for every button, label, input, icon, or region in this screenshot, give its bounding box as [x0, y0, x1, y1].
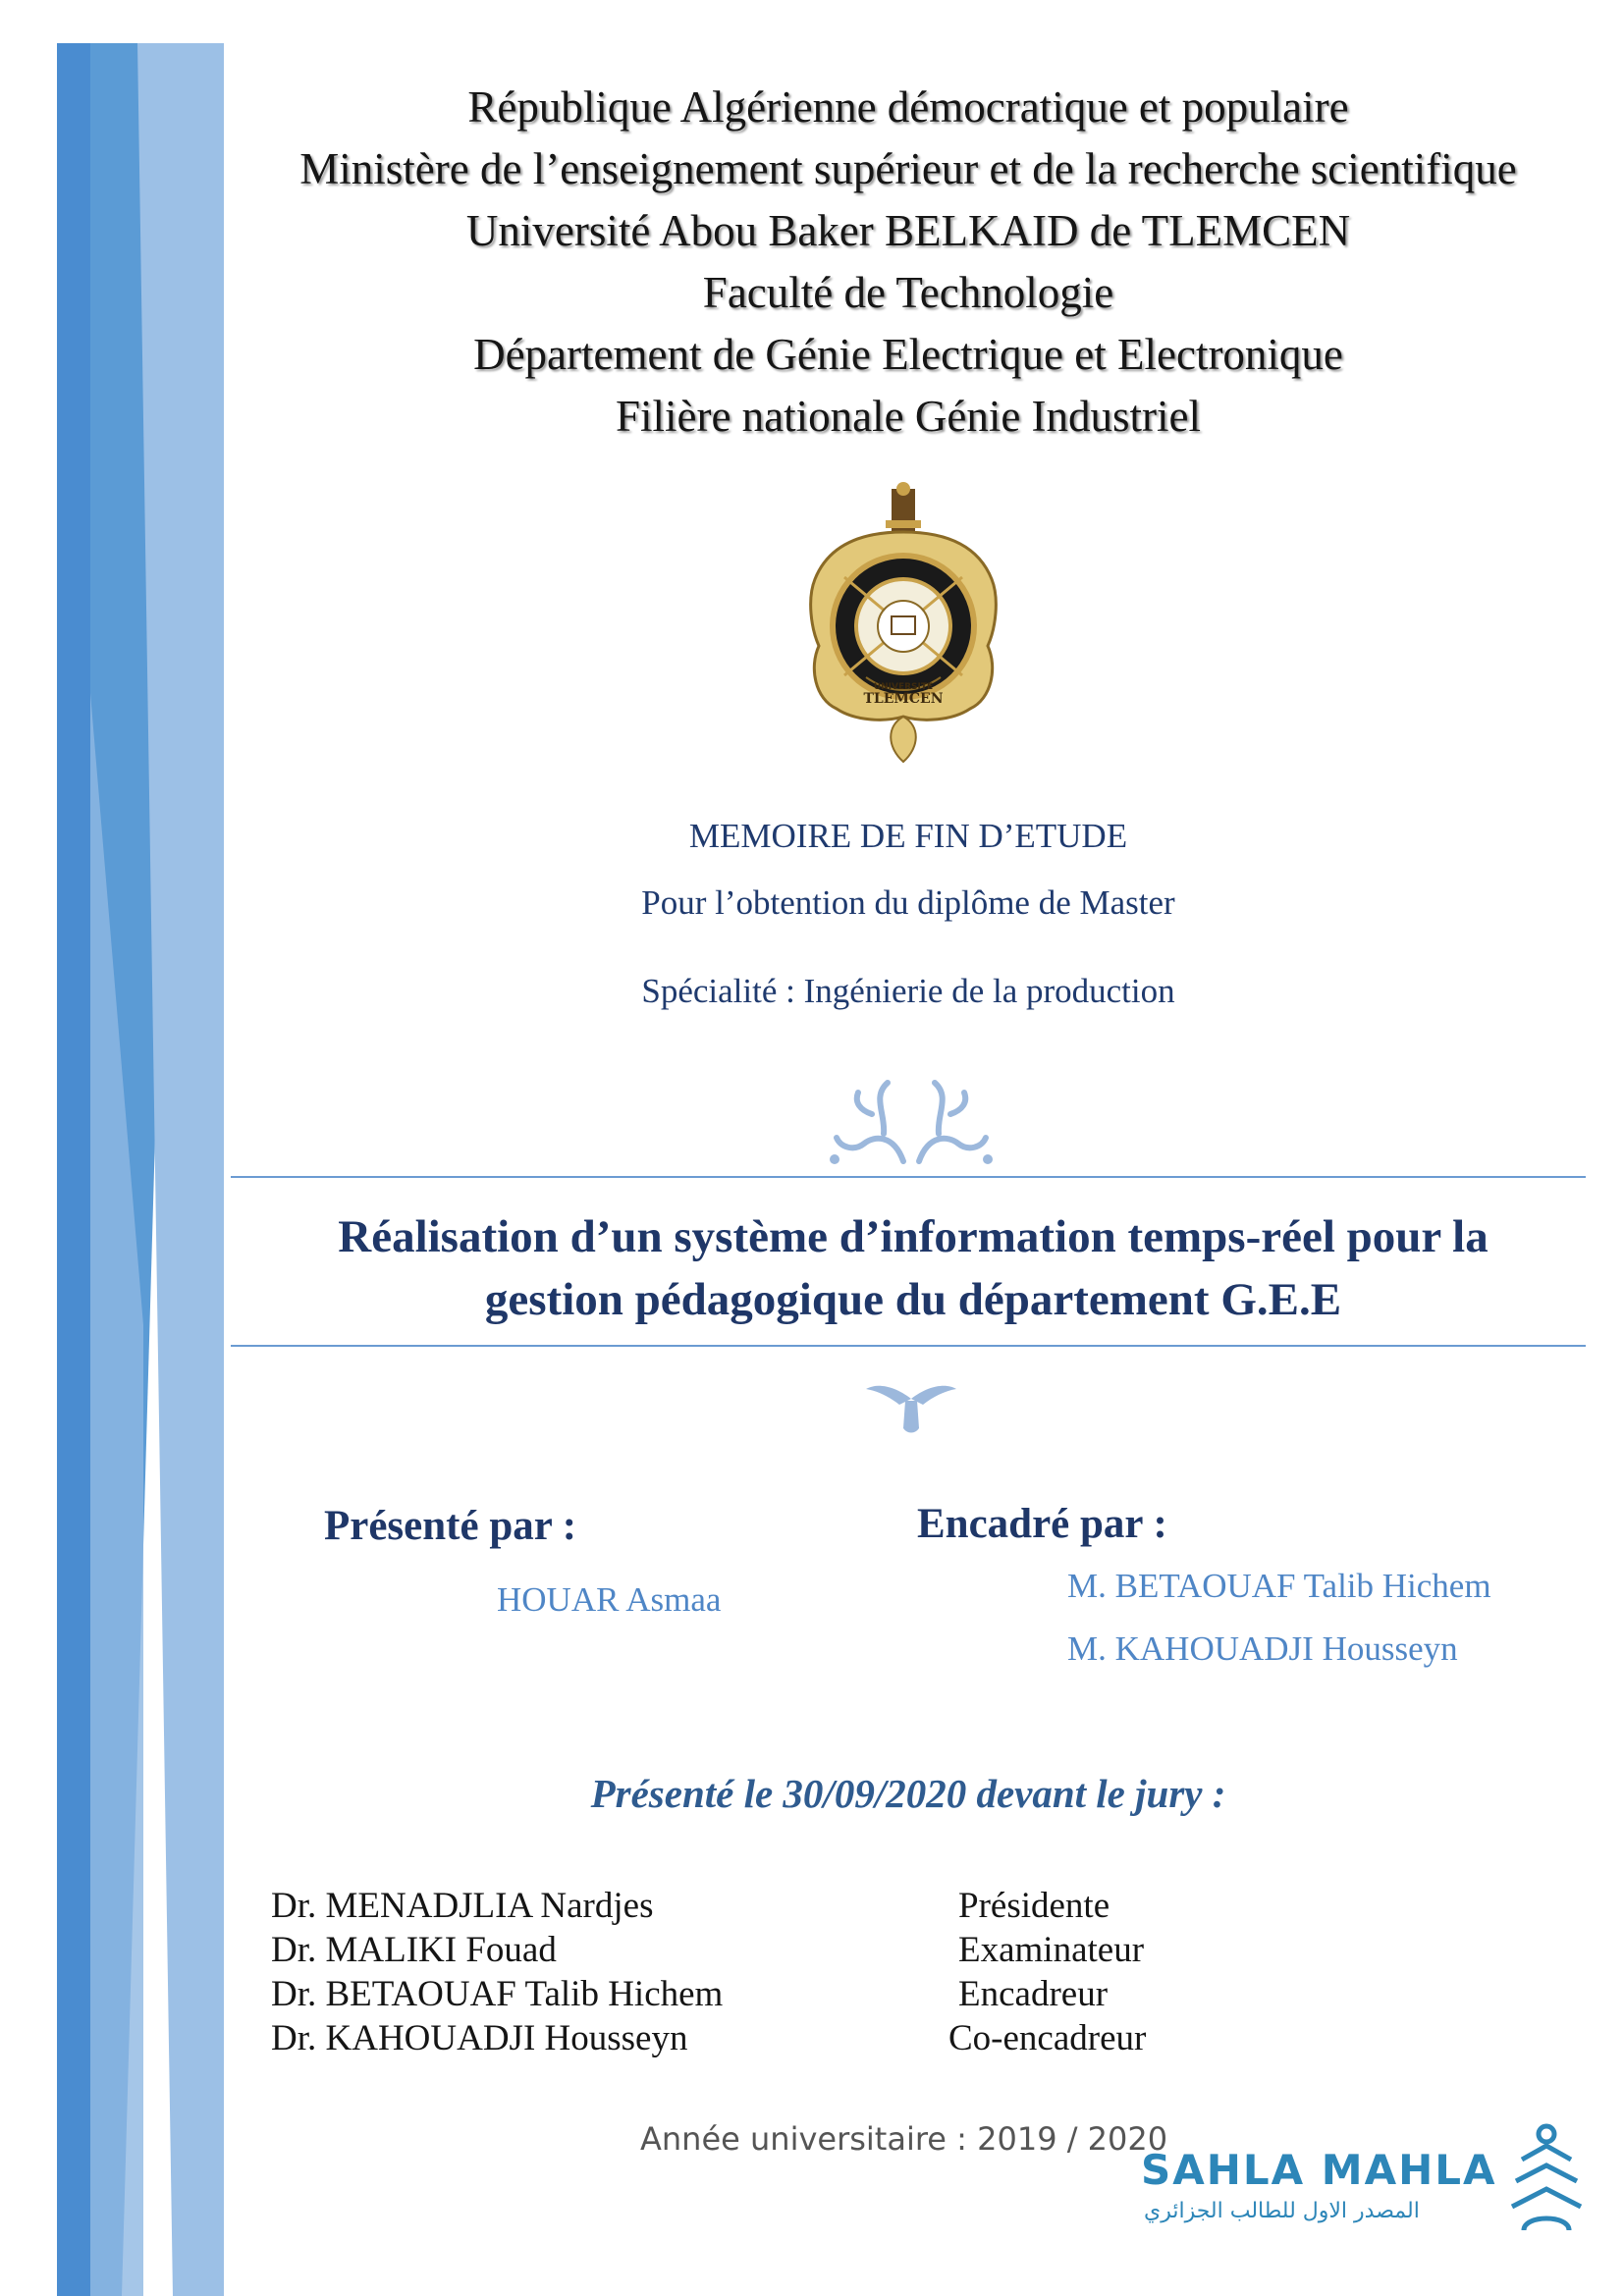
header-program: Filière nationale Génie Industriel — [615, 392, 1202, 441]
leaf-ornament-icon — [864, 1379, 958, 1434]
header-ministry: Ministère de l’enseignement supérieur et de la recherche scientifique — [299, 144, 1517, 193]
presented-by-label: Présenté par : — [324, 1503, 577, 1549]
jury-member-name: Dr. MENADJLIA Nardjes — [271, 1886, 654, 1926]
memoire-diploma: Pour l’obtention du diplôme de Master — [641, 883, 1175, 922]
co-supervisor-name: M. KAHOUADJI Housseyn — [1067, 1629, 1458, 1668]
memoire-speciality: Spécialité : Ingénierie de la production — [641, 972, 1175, 1010]
jury-member-role: Examinateur — [958, 1930, 1145, 1970]
header-department: Département de Génie Electrique et Electronique — [473, 330, 1343, 379]
sahla-mahla-watermark: SAHLA MAHLA — [1141, 2146, 1497, 2194]
header-faculty: Faculté de Technologie — [702, 268, 1114, 317]
jury-member-role: Co-encadreur — [948, 2018, 1147, 2058]
title-rule-bottom — [231, 1345, 1586, 1347]
student-name: HOUAR Asmaa — [497, 1580, 722, 1619]
title-rule-top — [231, 1176, 1586, 1178]
thesis-title-line2: gestion pédagogique du département G.E.E — [484, 1274, 1342, 1325]
seal-text-tlemcen: TLEMCEN — [863, 691, 944, 707]
defense-date: Présenté le 30/09/2020 devant le jury : — [590, 1771, 1226, 1816]
thesis-title-line1: Réalisation d’un système d’information temps-réel pour la — [338, 1211, 1489, 1262]
supervised-by-label: Encadré par : — [917, 1501, 1167, 1547]
jury-member-name: Dr. MALIKI Fouad — [271, 1930, 557, 1970]
academic-year: Année universitaire : 2019 / 2020 — [640, 2120, 1168, 2158]
floral-ornament-icon — [825, 1075, 998, 1169]
jury-member-name: Dr. KAHOUADJI Housseyn — [271, 2018, 688, 2058]
university-seal-icon — [805, 481, 1001, 766]
seal-text-universite: UNIVERSITE — [873, 682, 934, 692]
sahla-mahla-tagline: المصدر الاول للطالب الجزائري — [1144, 2199, 1420, 2223]
sahla-mahla-logo-icon — [1502, 2120, 1591, 2238]
header-university: Université Abou Baker BELKAID de TLEMCEN — [465, 206, 1351, 255]
header-republic: République Algérienne démocratique et populaire — [467, 82, 1349, 132]
memoire-type: MEMOIRE DE FIN D’ETUDE — [688, 817, 1128, 855]
jury-member-role: Présidente — [958, 1886, 1110, 1926]
jury-member-name: Dr. BETAOUAF Talib Hichem — [271, 1974, 724, 2014]
jury-member-role: Encadreur — [958, 1974, 1109, 2014]
supervisor-name: M. BETAOUAF Talib Hichem — [1067, 1567, 1491, 1605]
